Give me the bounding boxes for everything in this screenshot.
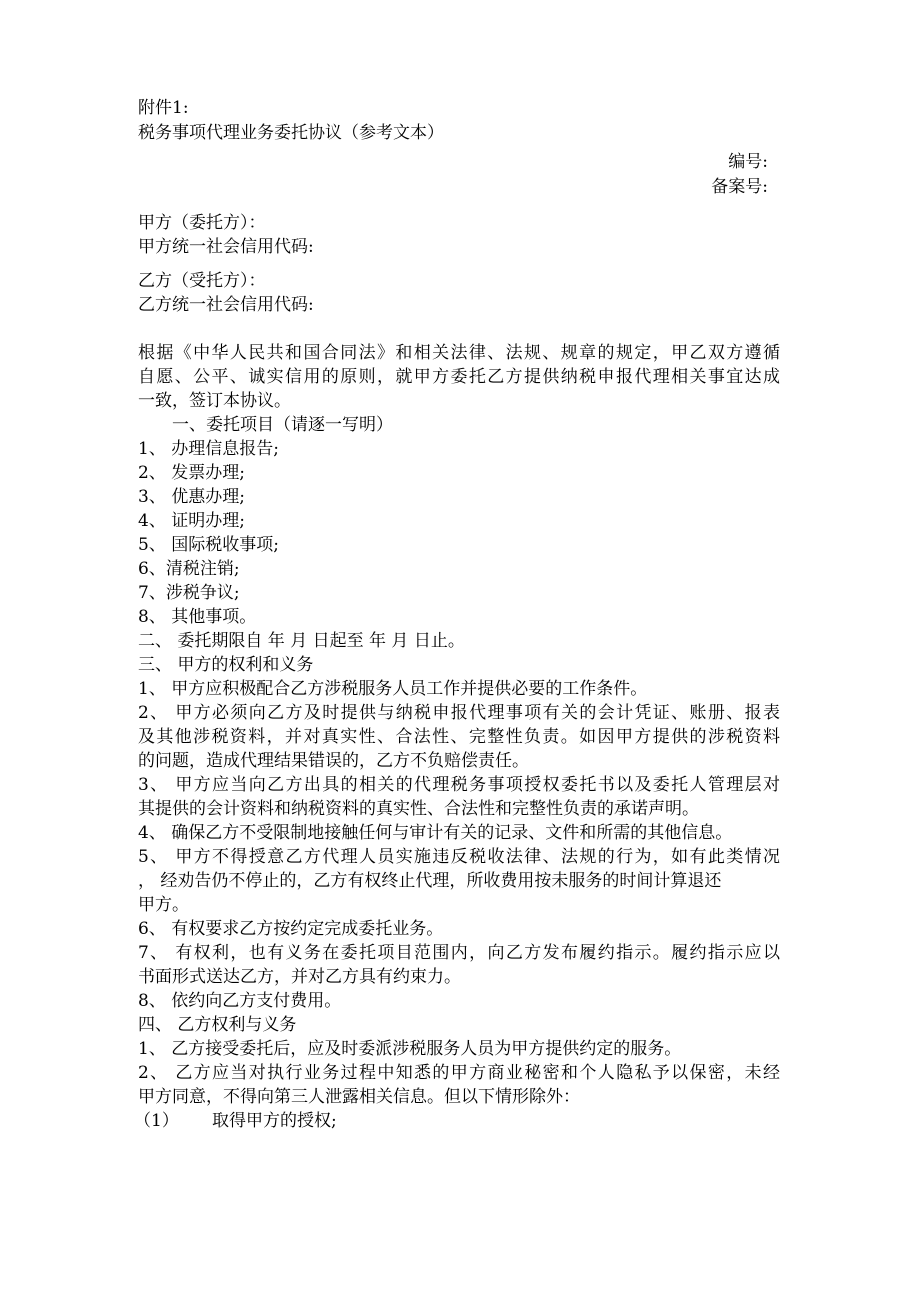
filing-number-label: 备案号: [711,177,768,197]
section-3-item-6: 6、 有权要求乙方按约定完成委托业务。 [138,919,444,939]
section-2-term: 二、 委托期限自 年 月 日起至 年 月 日止。 [138,631,465,651]
party-a-credit-code: 甲方统一社会信用代码: [138,237,314,257]
section-3-item-2-line-1: 2、 甲方必须向乙方及时提供与纳税申报代理事项有关的会计凭证、账册、报表 [138,703,780,723]
list-item: 7、涉税争议; [138,583,240,603]
section-3-item-3-line-1: 3、 甲方应当向乙方出具的相关的代理税务事项授权委托书以及委托人管理层对 [138,775,780,795]
sub-item-number: （1） [134,1111,179,1131]
attachment-label: 附件1: [138,98,189,118]
document-title: 税务事项代理业务委托协议（参考文本） [138,123,444,143]
intro-line-1: 根据《中华人民共和国合同法》和相关法律、法规、规章的规定，甲乙双方遵循 [138,343,780,363]
section-3-item-8: 8、 依约向乙方支付费用。 [138,991,342,1011]
section-4-sub-item-1 [134,1109,337,1133]
section-3-item-7-line-2: 书面形式送达乙方，并对乙方具有约束力。 [138,967,461,987]
section-3-item-5-line-2: ， 经劝告仍不停止的，乙方有权终止代理，所收费用按未服务的时间计算退还 [138,871,722,891]
section-3-item-7-line-1: 7、 有权利，也有义务在委托项目范围内，向乙方发布履约指示。履约指示应以 [138,943,780,963]
section-3-item-1: 1、 甲方应积极配合乙方涉税服务人员工作并提供必要的工作条件。 [138,679,648,699]
list-item: 5、 国际税收事项; [138,535,279,555]
section-3-item-4: 4、 确保乙方不受限制地接触任何与审计有关的记录、文件和所需的其他信息。 [138,823,733,843]
section-3-item-5-line-3: 甲方。 [138,895,189,915]
section-3-item-2-line-2: 及其他涉税资料，并对真实性、合法性、完整性负责。如因甲方提供的涉税资料 [138,727,780,747]
list-item: 1、 办理信息报告; [138,439,279,459]
list-item: 8、 其他事项。 [138,607,257,627]
number-label: 编号: [728,152,768,172]
section-3-title: 三、 甲方的权利和义务 [138,655,314,675]
list-item: 6、清税注销; [138,559,240,579]
list-item: 2、 发票办理; [138,463,245,483]
party-a-label: 甲方（委托方）： [138,213,266,233]
section-1-title: 一、委托项目（请逐一写明） [172,415,393,435]
list-item: 3、 优惠办理; [138,487,245,507]
sub-item-text: 取得甲方的授权; [212,1111,337,1131]
party-b-credit-code: 乙方统一社会信用代码: [138,295,314,315]
section-3-item-3-line-2: 其提供的会计资料和纳税资料的真实性、合法性和完整性负责的承诺声明。 [138,799,699,819]
section-3-item-5-line-1: 5、 甲方不得授意乙方代理人员实施违反税收法律、法规的行为，如有此类情况 [138,847,780,867]
section-4-item-2-line-1: 2、 乙方应当对执行业务过程中知悉的甲方商业秘密和个人隐私予以保密，未经 [138,1063,780,1083]
section-4-item-2-line-2: 甲方同意，不得向第三人泄露相关信息。但以下情形除外： [138,1087,580,1107]
intro-line-2: 自愿、公平、诚实信用的原则，就甲方委托乙方提供纳税申报代理相关事宜达成 [138,367,780,387]
intro-line-3: 一致，签订本协议。 [138,391,291,411]
party-b-label: 乙方（受托方）： [138,271,266,291]
section-4-item-1: 1、 乙方接受委托后，应及时委派涉税服务人员为甲方提供约定的服务。 [138,1039,682,1059]
section-4-title: 四、 乙方权利与义务 [138,1015,297,1035]
list-item: 4、 证明办理; [138,511,245,531]
section-3-item-2-line-3: 的问题，造成代理结果错误的，乙方不负赔偿责任。 [138,751,529,771]
